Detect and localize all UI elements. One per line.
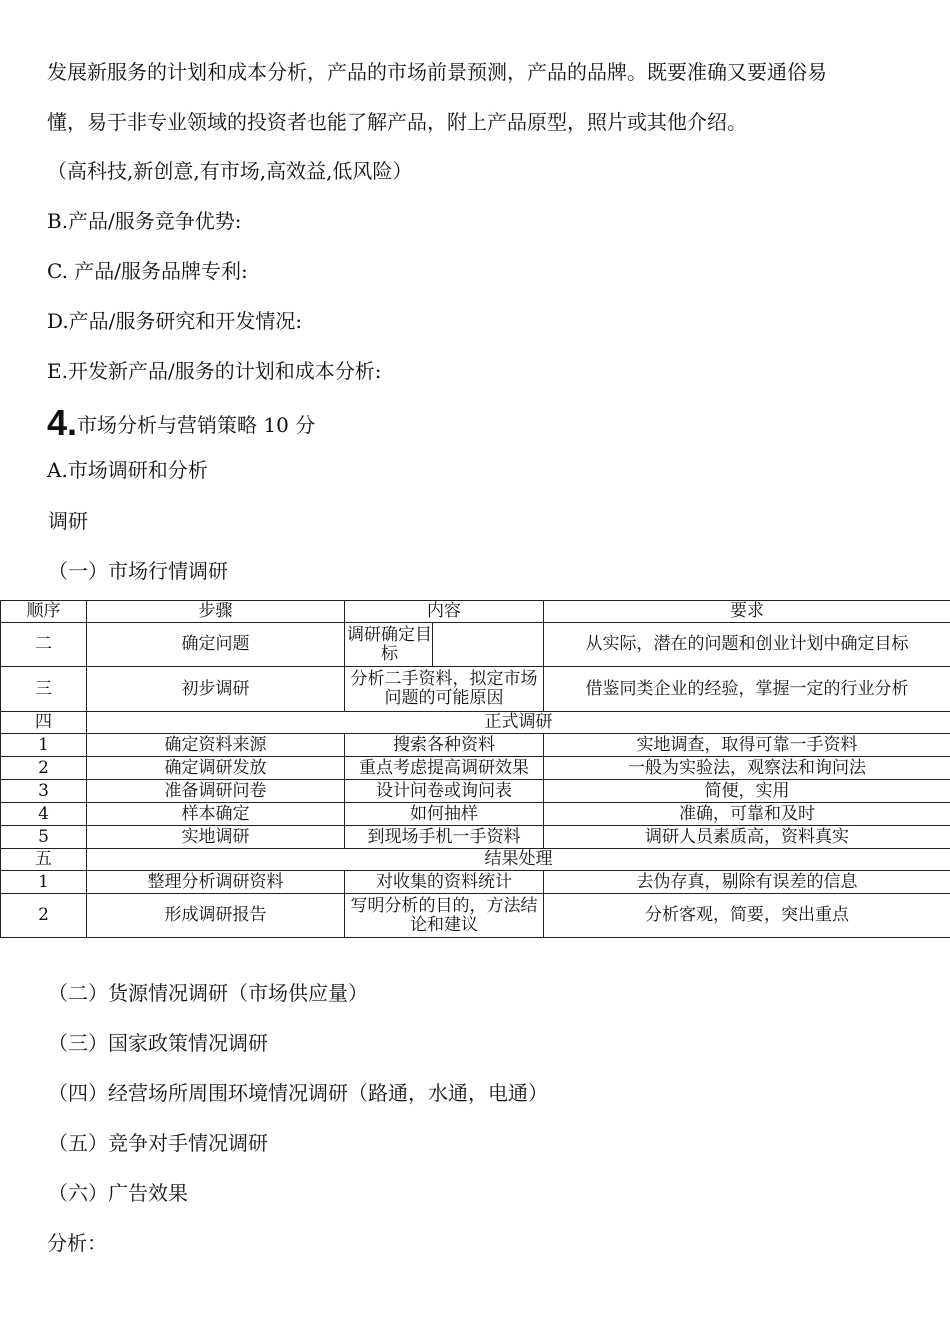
cell-seq: 2 bbox=[1, 894, 87, 938]
table-row bbox=[1, 734, 950, 757]
table-row bbox=[1, 803, 950, 826]
section-4-heading bbox=[47, 402, 316, 443]
paragraph-line-3: （高科技,新创意,有市场,高效益,低风险） bbox=[47, 159, 413, 183]
cell-seq: 1 bbox=[1, 734, 87, 757]
paragraph-line-1: 发展新服务的计划和成本分析，产品的市场前景预测，产品的品牌。既要准确又要通俗易 bbox=[47, 60, 827, 84]
cell-seq: 5 bbox=[1, 826, 87, 849]
cell-content: 对收集的资料统计 bbox=[345, 871, 544, 894]
header-requirement: 要求 bbox=[544, 601, 950, 623]
table-group-row bbox=[1, 712, 950, 734]
label-diaoyan: 调研 bbox=[48, 509, 88, 533]
cell-content: 如何抽样 bbox=[345, 803, 544, 826]
cell-requirement: 从实际，潜在的问题和创业计划中确定目标 bbox=[544, 623, 950, 667]
table-group-row bbox=[1, 849, 950, 871]
header-content: 内容 bbox=[345, 601, 544, 623]
cell-step: 确定资料来源 bbox=[87, 734, 345, 757]
cell-requirement: 一般为实验法，观察法和询问法 bbox=[544, 757, 950, 780]
cell-seq: 五 bbox=[1, 849, 87, 871]
header-step: 步骤 bbox=[87, 601, 345, 623]
cell-requirement: 调研人员素质高，资料真实 bbox=[544, 826, 950, 849]
cell-step: 确定问题 bbox=[87, 623, 345, 667]
cell-seq: 1 bbox=[1, 871, 87, 894]
cell-seq: 二 bbox=[1, 623, 87, 667]
table-row bbox=[1, 894, 950, 938]
cell-step: 形成调研报告 bbox=[87, 894, 345, 938]
cell-content-empty bbox=[433, 623, 541, 666]
cell-step: 实地调研 bbox=[87, 826, 345, 849]
heading-d: D.产品/服务研究和开发情况: bbox=[47, 309, 303, 333]
table-row bbox=[1, 667, 950, 712]
list-item-2: （二）货源情况调研（市场供应量） bbox=[48, 981, 368, 1005]
cell-content bbox=[345, 623, 544, 667]
paragraph-line-2: 懂，易于非专业领域的投资者也能了解产品，附上产品原型，照片或其他介绍。 bbox=[47, 110, 747, 134]
cell-step: 初步调研 bbox=[87, 667, 345, 712]
list-item-3: （三）国家政策情况调研 bbox=[48, 1031, 268, 1055]
cell-content-text: 调研确定目标 bbox=[347, 623, 433, 666]
heading-e: E.开发新产品/服务的计划和成本分析: bbox=[47, 359, 382, 383]
cell-requirement: 简便，实用 bbox=[544, 780, 950, 803]
cell-seq: 四 bbox=[1, 712, 87, 734]
cell-requirement: 分析客观，简要，突出重点 bbox=[544, 894, 950, 938]
list-item-6: （六）广告效果 bbox=[48, 1181, 188, 1205]
list-item-5: （五）竞争对手情况调研 bbox=[48, 1131, 268, 1155]
section-number: 4. bbox=[47, 402, 78, 443]
section-title: 市场分析与营销策略 10 分 bbox=[77, 413, 316, 437]
table-row bbox=[1, 623, 950, 667]
group-label: 正式调研 bbox=[87, 712, 950, 734]
cell-seq: 3 bbox=[1, 780, 87, 803]
table-row bbox=[1, 757, 950, 780]
header-seq: 顺序 bbox=[1, 601, 87, 623]
list-item-4: （四）经营场所周围环境情况调研（路通，水通，电通） bbox=[48, 1081, 548, 1105]
cell-requirement: 准确，可靠和及时 bbox=[544, 803, 950, 826]
cell-content: 写明分析的目的，方法结论和建议 bbox=[345, 894, 544, 938]
list-item-1: （一）市场行情调研 bbox=[48, 559, 228, 583]
heading-c: C. 产品/服务品牌专利: bbox=[47, 259, 248, 283]
cell-step: 确定调研发放 bbox=[87, 757, 345, 780]
cell-step: 整理分析调研资料 bbox=[87, 871, 345, 894]
table-row bbox=[1, 871, 950, 894]
cell-seq: 三 bbox=[1, 667, 87, 712]
cell-requirement: 去伪存真，剔除有误差的信息 bbox=[544, 871, 950, 894]
cell-seq: 4 bbox=[1, 803, 87, 826]
cell-seq: 2 bbox=[1, 757, 87, 780]
cell-content: 重点考虑提高调研效果 bbox=[345, 757, 544, 780]
cell-content: 分析二手资料，拟定市场问题的可能原因 bbox=[345, 667, 544, 712]
subheading-a: A.市场调研和分析 bbox=[47, 458, 208, 482]
table-header-row bbox=[1, 601, 950, 623]
cell-content: 设计问卷或询问表 bbox=[345, 780, 544, 803]
cell-step: 准备调研问卷 bbox=[87, 780, 345, 803]
cell-requirement: 借鉴同类企业的经验，掌握一定的行业分析 bbox=[544, 667, 950, 712]
research-steps-table bbox=[0, 600, 950, 938]
analysis-label: 分析： bbox=[47, 1231, 107, 1255]
group-label: 结果处理 bbox=[87, 849, 950, 871]
cell-step: 样本确定 bbox=[87, 803, 345, 826]
cell-content: 搜索各种资料 bbox=[345, 734, 544, 757]
cell-content: 到现场手机一手资料 bbox=[345, 826, 544, 849]
heading-b: B.产品/服务竞争优势: bbox=[47, 209, 242, 233]
table-row bbox=[1, 780, 950, 803]
table-row bbox=[1, 826, 950, 849]
cell-requirement: 实地调查，取得可靠一手资料 bbox=[544, 734, 950, 757]
